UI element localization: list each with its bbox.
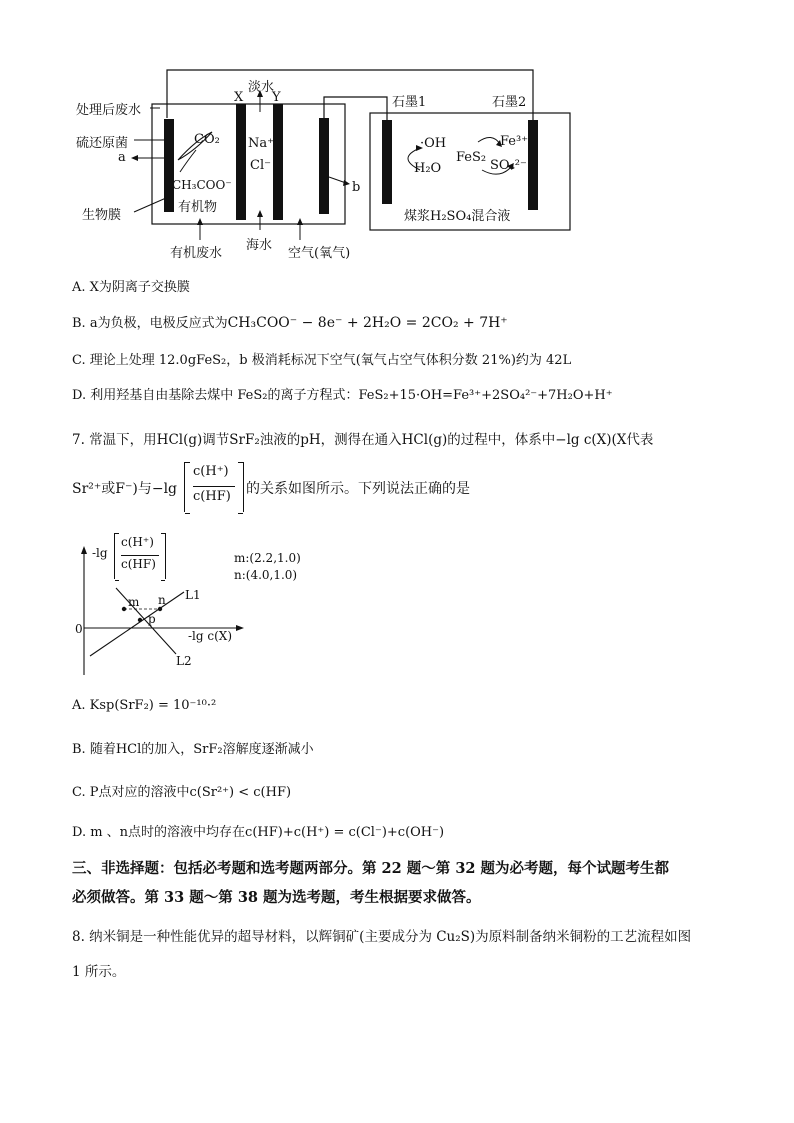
coal-slurry-label: 煤浆H₂SO₄混合液 bbox=[404, 209, 511, 224]
q6-option-a: A. X为阴离子交换膜 bbox=[72, 280, 190, 295]
q7-option-a: A. Ksp(SrF₂) = 10⁻¹⁰·² bbox=[72, 698, 217, 713]
na-ion-label: Na⁺ bbox=[248, 136, 274, 151]
fe3-label: Fe³⁺ bbox=[500, 134, 529, 149]
bacteria-label: 硫还原菌 bbox=[76, 136, 129, 151]
chart-ylabel-prefix: -lg bbox=[92, 546, 108, 560]
q7-fraction-numerator: c(H⁺) bbox=[193, 464, 229, 479]
acetate-label: CH₃COO⁻ bbox=[172, 178, 232, 192]
oh-radical-label: ·OH bbox=[420, 136, 447, 151]
membrane-y-label: Y bbox=[272, 90, 281, 105]
electrode-b-bar bbox=[319, 118, 329, 214]
co2-label: CO₂ bbox=[194, 132, 220, 147]
chart-xlabel: -lg c(X) bbox=[188, 629, 233, 643]
section3-line1: 三、非选择题：包括必考题和选考题两部分。第 22 题～第 32 题为必考题，每个试题考生都 bbox=[72, 860, 670, 877]
q6-option-d-equation: FeS₂+15·OH=Fe³⁺+2SO₄²⁻+7H₂O+H⁺ bbox=[358, 388, 613, 403]
y-axis-arrowhead bbox=[81, 546, 87, 554]
cl-ion-label: Cl⁻ bbox=[250, 158, 271, 173]
chart-ylabel bbox=[92, 533, 172, 581]
series-l2-line bbox=[116, 588, 176, 654]
organic-inlet-head bbox=[197, 218, 203, 225]
graphite-1-bar bbox=[382, 120, 392, 204]
leader-biofilm bbox=[134, 198, 166, 212]
chart-ylabel-denominator: c(HF) bbox=[121, 557, 156, 571]
so4-label: SO₄²⁻ bbox=[490, 158, 527, 173]
chart-ylabel-fraction-line bbox=[121, 555, 159, 556]
electrode-a-label: a bbox=[118, 150, 126, 165]
air-inlet-head bbox=[297, 218, 303, 225]
point-m-mark bbox=[122, 607, 126, 611]
x-axis-arrowhead bbox=[236, 625, 244, 631]
q7-fraction-denominator: c(HF) bbox=[193, 489, 231, 504]
arrow-a-head bbox=[131, 155, 138, 161]
q7-option-b: B. 随着HCl的加入，SrF₂溶解度逐渐减小 bbox=[72, 742, 314, 757]
chart-ylabel-numerator: c(H⁺) bbox=[121, 535, 154, 549]
membrane-y-bar bbox=[273, 104, 283, 220]
q6-option-d bbox=[72, 384, 613, 403]
q6-option-b-equation: CH₃COO⁻ − 8e⁻ + 2H₂O = 2CO₂ + 7H⁺ bbox=[227, 315, 508, 331]
seawater-inlet-head bbox=[257, 210, 263, 217]
chart-origin-label: 0 bbox=[75, 622, 83, 636]
membrane-x-label: X bbox=[234, 90, 244, 105]
graphite-2-label: 石墨2 bbox=[492, 95, 527, 110]
q7-stem-line1: 7. 常温下，用HCl(g)调节SrF₂浊液的pH，测得在通入HCl(g)的过程中，体系中−lg c(X)(X代表 bbox=[72, 432, 654, 448]
q7-fraction-line bbox=[193, 486, 235, 487]
q7-fraction-bracket bbox=[184, 462, 244, 512]
q7-option-d: D. m 、n点时的溶液中均存在c(HF)+c(H⁺) = c(Cl⁻)+c(OH⁻) bbox=[72, 825, 445, 840]
graphite-1-label: 石墨1 bbox=[392, 95, 427, 110]
q8-line2: 1 所示。 bbox=[72, 964, 126, 980]
air-oxygen-label: 空气(氧气) bbox=[288, 246, 351, 261]
treated-wastewater-label: 处理后废水 bbox=[76, 103, 142, 118]
q6-option-b bbox=[72, 312, 508, 331]
q7-option-c: C. P点对应的溶液中c(Sr²⁺) < c(HF) bbox=[72, 785, 292, 800]
annotation-m: m:(2.2,1.0) bbox=[234, 551, 301, 565]
q7-stem-line2-end: 的关系如图所示。下列说法正确的是 bbox=[246, 481, 470, 497]
point-p-mark bbox=[138, 618, 142, 622]
point-n-label: n bbox=[158, 593, 166, 607]
chart-ylabel-bracket bbox=[114, 533, 166, 579]
series-l1-label: L1 bbox=[185, 588, 201, 602]
fes2-label: FeS₂ bbox=[456, 150, 487, 165]
electrode-b-label: b bbox=[352, 180, 361, 195]
membrane-x-bar bbox=[236, 104, 246, 220]
organic-wastewater-label: 有机废水 bbox=[170, 246, 223, 261]
q6-option-b-prefix: B. a为负极，电极反应式为 bbox=[72, 316, 228, 331]
biofilm-label: 生物膜 bbox=[82, 208, 122, 223]
seawater-label: 海水 bbox=[246, 238, 273, 253]
fe-cycle-arrow bbox=[478, 137, 500, 144]
q6-option-d-prefix: D. 利用羟基自由基除去煤中 FeS₂的离子方程式： bbox=[72, 388, 359, 403]
annotation-n: n:(4.0,1.0) bbox=[234, 568, 298, 582]
q8-line1: 8. 纳米铜是一种性能优异的超导材料，以辉铜矿(主要成分为 Cu₂S)为原料制备纳米铜粉的工艺流程如图 bbox=[72, 929, 692, 945]
point-m-label: m bbox=[128, 595, 140, 609]
point-n-mark bbox=[158, 607, 162, 611]
b-connecting-wire bbox=[324, 97, 387, 120]
arrow-b-head bbox=[343, 180, 350, 186]
q7-stem-line2-start: Sr²⁺或F⁻)与−lg bbox=[72, 481, 178, 497]
h2o-label: H₂O bbox=[414, 161, 442, 176]
graphite-2-bar bbox=[528, 120, 538, 210]
series-l2-label: L2 bbox=[176, 654, 192, 668]
section3-line2: 必须做答。第 33 题～第 38 题为选考题，考生根据要求做答。 bbox=[72, 889, 481, 906]
fresh-water-label: 淡水 bbox=[248, 80, 275, 95]
organic-matter-label: 有机物 bbox=[178, 200, 218, 215]
point-p-label: p bbox=[148, 612, 156, 626]
arrow-b-line bbox=[329, 177, 346, 183]
q6-option-c: C. 理论上处理 12.0gFeS₂，b 极消耗标况下空气(氧气占空气体积分数 21%)约为 42L bbox=[72, 353, 572, 368]
